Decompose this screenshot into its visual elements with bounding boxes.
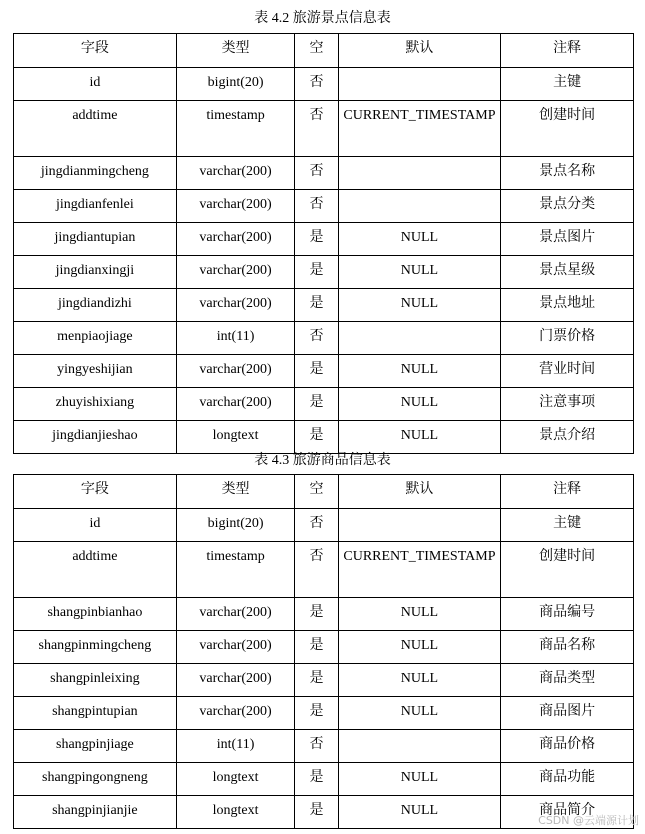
table-row xyxy=(14,664,634,697)
default-value-cell: CURRENT_TIMESTAMP xyxy=(338,101,501,157)
comment-cell: 商品名称 xyxy=(501,631,634,664)
nullable-cell: 是 xyxy=(295,388,338,421)
table-row xyxy=(14,631,634,664)
data-type-cell: varchar(200) xyxy=(176,223,295,256)
nullable-cell: 否 xyxy=(295,509,338,542)
comment-cell: 景点地址 xyxy=(501,289,634,322)
table-row xyxy=(14,190,634,223)
comment-cell: 景点分类 xyxy=(501,190,634,223)
table-row xyxy=(14,542,634,598)
table-caption-scenic-spots: 表 4.2 旅游景点信息表 xyxy=(254,11,391,26)
field-name-cell: shangpinjianjie xyxy=(14,796,177,829)
nullable-cell: 是 xyxy=(295,697,338,730)
field-name-cell: addtime xyxy=(14,101,177,157)
nullable-cell: 否 xyxy=(295,190,338,223)
default-value-cell xyxy=(338,157,501,190)
data-type-cell: longtext xyxy=(176,796,295,829)
nullable-cell: 是 xyxy=(295,763,338,796)
comment-cell: 商品价格 xyxy=(501,730,634,763)
comment-cell: 商品类型 xyxy=(501,664,634,697)
header-row xyxy=(14,34,634,68)
nullable-cell: 是 xyxy=(295,796,338,829)
field-name-cell: yingyeshijian xyxy=(14,355,177,388)
column-header-data-type: 类型 xyxy=(176,34,295,68)
data-type-cell: varchar(200) xyxy=(176,289,295,322)
comment-cell: 创建时间 xyxy=(501,542,634,598)
column-header-field-name: 字段 xyxy=(14,475,177,509)
nullable-cell: 是 xyxy=(295,355,338,388)
nullable-cell: 是 xyxy=(295,421,338,454)
data-type-cell: varchar(200) xyxy=(176,631,295,664)
table-row xyxy=(14,598,634,631)
default-value-cell: NULL xyxy=(338,355,501,388)
table-row xyxy=(14,388,634,421)
field-name-cell: shangpinleixing xyxy=(14,664,177,697)
comment-cell: 注意事项 xyxy=(501,388,634,421)
field-name-cell: shangpinjiage xyxy=(14,730,177,763)
data-type-cell: timestamp xyxy=(176,101,295,157)
data-type-cell: varchar(200) xyxy=(176,664,295,697)
default-value-cell: NULL xyxy=(338,664,501,697)
table-row xyxy=(14,697,634,730)
field-name-cell: shangpinmingcheng xyxy=(14,631,177,664)
default-value-cell xyxy=(338,68,501,101)
field-name-cell: zhuyishixiang xyxy=(14,388,177,421)
default-value-cell: NULL xyxy=(338,697,501,730)
default-value-cell: NULL xyxy=(338,256,501,289)
watermark: CSDN @云端源计划 xyxy=(538,814,639,827)
data-type-cell: varchar(200) xyxy=(176,355,295,388)
comment-cell: 景点介绍 xyxy=(501,421,634,454)
comment-cell: 创建时间 xyxy=(501,101,634,157)
default-value-cell xyxy=(338,509,501,542)
column-header-field-name: 字段 xyxy=(14,34,177,68)
table-row xyxy=(14,256,634,289)
data-type-cell: varchar(200) xyxy=(176,157,295,190)
nullable-cell: 否 xyxy=(295,68,338,101)
comment-cell: 营业时间 xyxy=(501,355,634,388)
table-row xyxy=(14,730,634,763)
product-schema-table xyxy=(13,474,634,829)
table-row xyxy=(14,322,634,355)
column-header-comment: 注释 xyxy=(501,475,634,509)
default-value-cell: NULL xyxy=(338,421,501,454)
nullable-cell: 是 xyxy=(295,223,338,256)
column-header-nullable: 空 xyxy=(295,34,338,68)
comment-cell: 主键 xyxy=(501,68,634,101)
field-name-cell: shangpinbianhao xyxy=(14,598,177,631)
default-value-cell xyxy=(338,190,501,223)
comment-cell: 主键 xyxy=(501,509,634,542)
nullable-cell: 否 xyxy=(295,730,338,763)
comment-cell: 景点星级 xyxy=(501,256,634,289)
default-value-cell: NULL xyxy=(338,796,501,829)
default-value-cell: NULL xyxy=(338,388,501,421)
default-value-cell: NULL xyxy=(338,223,501,256)
table-row xyxy=(14,223,634,256)
data-type-cell: varchar(200) xyxy=(176,697,295,730)
nullable-cell: 否 xyxy=(295,322,338,355)
data-type-cell: longtext xyxy=(176,763,295,796)
nullable-cell: 是 xyxy=(295,256,338,289)
comment-cell: 商品图片 xyxy=(501,697,634,730)
field-name-cell: shangpingongneng xyxy=(14,763,177,796)
table-row xyxy=(14,157,634,190)
nullable-cell: 否 xyxy=(295,101,338,157)
comment-cell: 商品编号 xyxy=(501,598,634,631)
field-name-cell: jingdianxingji xyxy=(14,256,177,289)
column-header-default-value: 默认 xyxy=(338,475,501,509)
comment-cell: 景点图片 xyxy=(501,223,634,256)
field-name-cell: jingdiandizhi xyxy=(14,289,177,322)
default-value-cell: NULL xyxy=(338,289,501,322)
default-value-cell: CURRENT_TIMESTAMP xyxy=(338,542,501,598)
comment-cell: 商品简介 xyxy=(501,796,634,829)
comment-cell: 景点名称 xyxy=(501,157,634,190)
data-type-cell: int(11) xyxy=(176,322,295,355)
nullable-cell: 否 xyxy=(295,542,338,598)
data-type-cell: timestamp xyxy=(176,542,295,598)
field-name-cell: shangpintupian xyxy=(14,697,177,730)
field-name-cell: jingdianjieshao xyxy=(14,421,177,454)
header-row xyxy=(14,475,634,509)
scenic-spot-schema-table xyxy=(13,33,634,454)
default-value-cell: NULL xyxy=(338,763,501,796)
nullable-cell: 是 xyxy=(295,664,338,697)
table-row xyxy=(14,101,634,157)
default-value-cell: NULL xyxy=(338,631,501,664)
data-type-cell: varchar(200) xyxy=(176,388,295,421)
column-header-data-type: 类型 xyxy=(176,475,295,509)
default-value-cell xyxy=(338,730,501,763)
default-value-cell xyxy=(338,322,501,355)
table-row xyxy=(14,355,634,388)
data-type-cell: varchar(200) xyxy=(176,598,295,631)
data-type-cell: bigint(20) xyxy=(176,68,295,101)
table-caption-products: 表 4.3 旅游商品信息表 xyxy=(254,453,391,468)
field-name-cell: menpiaojiage xyxy=(14,322,177,355)
nullable-cell: 是 xyxy=(295,631,338,664)
comment-cell: 门票价格 xyxy=(501,322,634,355)
table-row xyxy=(14,68,634,101)
nullable-cell: 是 xyxy=(295,289,338,322)
field-name-cell: jingdianmingcheng xyxy=(14,157,177,190)
table-row xyxy=(14,421,634,454)
data-type-cell: bigint(20) xyxy=(176,509,295,542)
comment-cell: 商品功能 xyxy=(501,763,634,796)
nullable-cell: 是 xyxy=(295,598,338,631)
data-type-cell: longtext xyxy=(176,421,295,454)
data-type-cell: int(11) xyxy=(176,730,295,763)
column-header-nullable: 空 xyxy=(295,475,338,509)
default-value-cell: NULL xyxy=(338,598,501,631)
table-row xyxy=(14,289,634,322)
column-header-comment: 注释 xyxy=(501,34,634,68)
nullable-cell: 否 xyxy=(295,157,338,190)
data-type-cell: varchar(200) xyxy=(176,256,295,289)
table-row xyxy=(14,509,634,542)
field-name-cell: jingdiantupian xyxy=(14,223,177,256)
table-row xyxy=(14,763,634,796)
field-name-cell: jingdianfenlei xyxy=(14,190,177,223)
column-header-default-value: 默认 xyxy=(338,34,501,68)
data-type-cell: varchar(200) xyxy=(176,190,295,223)
field-name-cell: id xyxy=(14,509,177,542)
field-name-cell: addtime xyxy=(14,542,177,598)
field-name-cell: id xyxy=(14,68,177,101)
